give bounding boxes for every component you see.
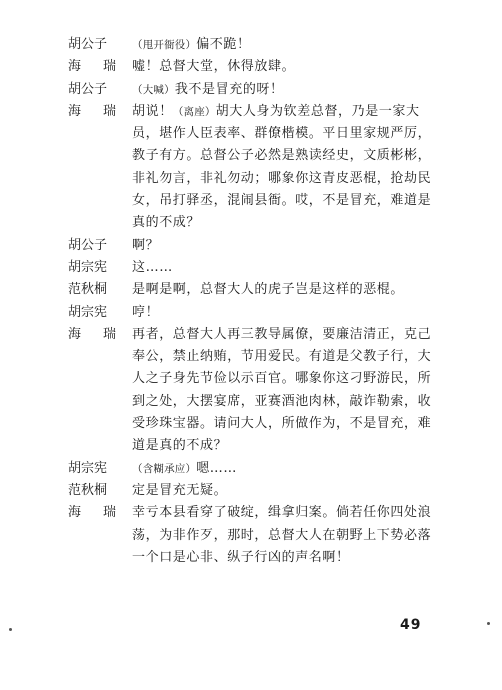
- dialogue-text: 真的不成？: [132, 215, 201, 231]
- dialogue-line: [68, 190, 472, 212]
- dialogue-line: [68, 56, 472, 78]
- dialogue-text: 荡，为非作歹，那时，总督大人在朝野上下势必落: [132, 527, 432, 543]
- dialogue-text: 这……: [132, 259, 173, 275]
- speaker-name: 范秋桐: [68, 482, 108, 498]
- dialogue-text: 定是冒充无疑。: [132, 482, 228, 498]
- dialogue-line: [68, 346, 472, 368]
- speaker-name: 海 瑞: [68, 505, 116, 521]
- dialogue-line: [68, 302, 472, 324]
- dialogue-text: 女，吊打驿丞，混闹县衙。哎，不是冒充，难道是: [132, 193, 432, 209]
- dialogue-text: 胡说！: [132, 103, 173, 119]
- scan-speck: [487, 622, 490, 625]
- dialogue-text: 幸亏本县看穿了破绽，缉拿归案。倘若任你四处浪: [132, 505, 432, 521]
- dialogue-line: [68, 435, 472, 457]
- dialogue-text: 嘘！总督大堂，休得放肆。: [132, 59, 296, 75]
- dialogue-line: [68, 257, 472, 279]
- stage-direction: （离座）: [172, 105, 216, 118]
- dialogue-text: 是啊是啊，总督大人的虎子岂是这样的恶棍。: [132, 282, 405, 298]
- stage-direction: （甩开衙役）: [132, 39, 197, 51]
- speaker-name: 胡公子: [68, 81, 108, 97]
- dialogue-line: [68, 502, 472, 524]
- dialogue-line: [68, 101, 472, 123]
- dialogue-line: [68, 34, 472, 56]
- speaker-name: 胡公子: [68, 37, 108, 52]
- dialogue-line: [68, 79, 472, 101]
- speaker-name: 胡公子: [68, 237, 108, 253]
- dialogue-line: [68, 235, 472, 257]
- speaker-name: 海 瑞: [68, 326, 116, 342]
- dialogue-text: 偏不跪！: [196, 37, 251, 52]
- dialogue-line: [68, 368, 472, 390]
- dialogue-text: 非礼勿言，非礼勿动；哪象你这青皮恶棍，抢劫民: [132, 170, 432, 186]
- dialogue-text: 嗯……: [196, 460, 238, 476]
- dialogue-text: 一个口是心非、纵子行凶的声名啊！: [132, 549, 350, 565]
- dialogue-line: [68, 391, 472, 413]
- dialogue-line: [68, 525, 472, 547]
- dialogue-text: 胡大人身为钦差总督，乃是一家大: [215, 103, 420, 119]
- dialogue-text: 受珍珠宝器。请问大人，所做作为，不是冒充，难: [132, 416, 432, 432]
- dialogue-text: 人之子身先节俭以示百官。哪象你这刁野游民，所: [132, 371, 432, 387]
- dialogue-text: 哼！: [132, 304, 160, 320]
- scan-speck: [9, 628, 12, 631]
- speaker-name: 胡宗宪: [68, 460, 108, 476]
- stage-direction: （大喊）: [132, 83, 175, 96]
- dialogue-text: 到之处，大摆宴席，亚赛酒池肉林，敲诈勒索，收: [132, 393, 432, 409]
- speaker-name: 海 瑞: [68, 103, 116, 119]
- dialogue-text: 奉公，禁止纳贿，节用爱民。有道是父教子行，大: [132, 349, 432, 365]
- dialogue-line: [68, 547, 472, 569]
- stage-direction: （含糊承应）: [132, 462, 197, 475]
- dialogue-text: 员，堪作人臣表率、群僚楷模。平日里家规严厉，: [132, 126, 432, 142]
- dialogue-line: [68, 413, 472, 435]
- dialogue-line: [68, 212, 472, 234]
- dialogue-line: [68, 324, 472, 346]
- dialogue-line: [68, 145, 472, 167]
- dialogue-line: [68, 168, 472, 190]
- dialogue-text: 我不是冒充的呀！: [174, 81, 284, 97]
- dialogue-line: [68, 123, 472, 145]
- dialogue-line: [68, 480, 472, 502]
- speaker-name: 胡宗宪: [68, 259, 108, 275]
- dialogue-text: 啊？: [132, 237, 160, 253]
- speaker-name: 胡宗宪: [68, 304, 108, 320]
- dialogue-line: [68, 279, 472, 301]
- page-number: 49: [400, 617, 422, 633]
- dialogue-text: 道是真的不成？: [132, 438, 228, 454]
- speaker-name: 海 瑞: [68, 59, 116, 75]
- dialogue-text: 教子有方。总督公子必然是熟读经史，文质彬彬，: [132, 148, 432, 164]
- script-dialogue: [68, 34, 472, 569]
- dialogue-line: [68, 458, 472, 480]
- speaker-name: 范秋桐: [68, 282, 108, 298]
- dialogue-text: 再者，总督大人再三教导属僚，要廉洁清正，克己: [132, 326, 432, 342]
